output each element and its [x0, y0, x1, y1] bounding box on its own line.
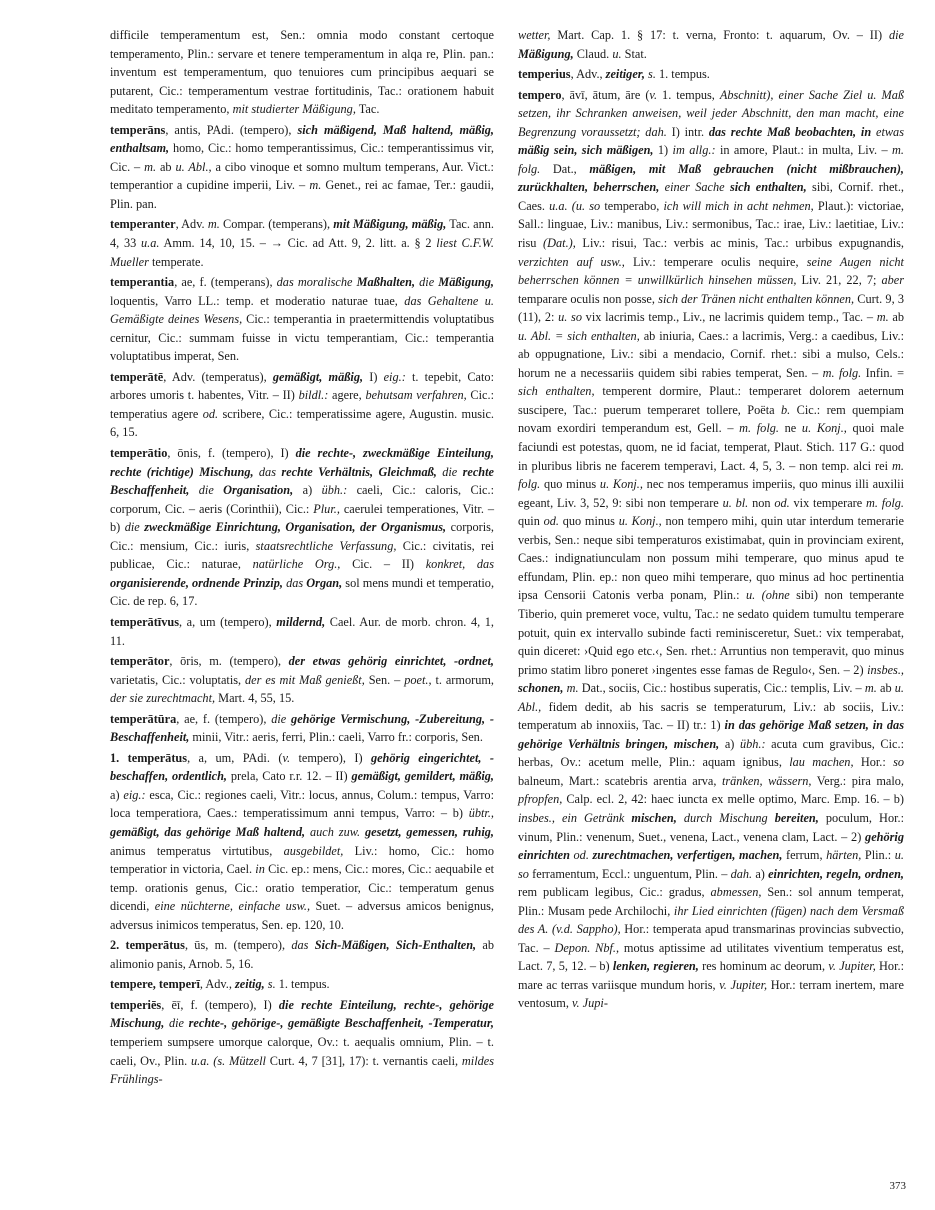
dictionary-entry: temperāns, antis, PAdi. (tempero), sich mäßigend, Maß haltend, mäßig, enthaltsam, homo, Cic.: homo temperantissimus, Cic.: temperantissimus vir, Cic. – m. ab u. Abl., a cibo vinoque et somno multum temperans, Aur. Vict.: temperantior a cupidine imperii, Liv. – m. Genet., rei ac famae, Ter.: gaudii, Plin. pan.: [110, 122, 494, 211]
left-column: [110, 26, 494, 1089]
dictionary-entry: 2. temperātus, ūs, m. (tempero), das Sich-Mäßigen, Sich-Enthalten, ab alimonio panis, Arnob. 5, 16.: [110, 938, 495, 971]
dictionary-entry: tempero, āvī, ātum, āre (v. 1. tempus, Abschnitt), einer Sache Ziel u. Maß setzen, ihr Schranken anweisen, weil jeder Abschnitt, den man macht, eine Begrenzung voraussetzt; dah. I) intr. das rechte Maß beobachten, in etwas mäßig sein, sich mäßigen, 1) im allg.: in amore, Plaut.: in multa, Liv. – m. folg. Dat., mäßigen, mit Maß gebrauchen (nicht mißbrauchen), zurückhalten, beherrschen, einer Sache sich enthalten, sibi, Cornif. rhet., Caes. u.a. (u. so temperabo, ich will mich in acht nehmen, Plaut.): victoriae, Sall.: linguae, Liv.: manibus, Liv.: sermonibus, Tac.: irae, Liv.: laetitiae, Liv.: risu (Dat.), Liv.: risui, Tac.: verbis ac minis, Tac.: urbibus expugnandis, verzichten auf usw., Liv.: temperare oculis nequire, seine Augen nicht beherrschen können = unwillkürlich hinsehen müssen, Liv. 21, 22, 7; aber temparare oculis non posse, sich der Tränen nicht enthalten können, Curt. 9, 3 (11), 2: u. so vix lacrimis temp., Liv., ne lacrimis quidem temp., Tac. – m. ab u. Abl. = sich enthalten, ab iniuria, Caes.: a lacrimis, Verg.: a caedibus, Liv.: ab oppugnatione, Liv.: sibi a mendacio, Cornif. rhet.: sibi a mulso, Cels.: horum ne a necessariis quidem sibi rabies temperat, Sen. – m. folg. Infin. = sich enthalten, temperent dormire, Plaut.: temperaret dolorem aeternum suscipere, Tac.: puerum temperaret tollere, Poëta b. Cic.: rem quempiam novam exordiri temperandum est, Gell. – m. folg. ne u. Konj., quoi male faciundi est potestas, quom, ne id faciat, temperat, Plaut. Stich. 117 G.: quod in pluribus libris ne facerem temperavi, Lact. 4, 5, 3. – non temp. alci rei m. folg. quo minus u. Konj., nec nos temperamus imperiis, quo minus illi auxilii egeant, Liv. 3, 52, 9: sibi non temperare u. bl. non od. vix temperare m. folg. quin od. quo minus u. Konj., non tempero mihi, quin utar interdum temerarie verbis, Sen.: neque sibi temperaturos existimabat, quin in provinciam exirent, Caes.: indignatiunculam non possum mihi temperare, quo minus apud te effundam, Plin. ep.: non queo mihi temperare, quo minus ad hoc pertinentia ipsa Censorii Catonis verba ponam, Plin.: u. (ohne sibi) non temperante Tiberio, quin premeret voce, vultu, Tac.: ne sedato quidem tumultu temperare potuit, quin ex intervallo subinde facti reminisceretur, Suet.: vix temperabat, quin diceret: ›Quid ego etc.‹, Sen. rhet.: Arruntius non temperavit, quo minus primo statim libro poneret ›ingentes esse famas de Regulo‹, Sen. – 2) insbes., schonen, m. Dat., sociis, Cic.: hostibus superatis, Cic.: templis, Liv. – m. ab u. Abl., fidem dedit, ab his sacris se temperaturum, Liv.: ab sociis, Liv.: temperatum ab innoxiis, Tac. – II) tr.: 1) in das gehörige Maß setzen, in das gehörige Verhältnis bringen, mischen, a) übh.: acuta cum gravibus, Cic.: herbas, Ov.: acetum melle, Plin.: aquam ignibus, lau machen, Hor.: so balneum, Mart.: scatebris arentia arva, tränken, wässern, Verg.: pira malo, pfropfen, Calp. ecl. 2, 42: haec iuncta ex melle optimo, Marc. Emp. 16. – b) insbes., ein Getränk mischen, durch Mischung bereiten, poculum, Hor.: vinum, Plin.: venenum, Suet., venena, Lact., venena clam, Lact. – 2) gehörig einrichten od. zurechtmachen, verfertigen, machen, ferrum, härten, Plin.: u. so ferramentum, Eccl.: unguentum, Plin. – dah. a) einrichten, regeln, ordnen, rem publicam legibus, Cic.: gradus, abmessen, Sen.: sol annum temperat, Plin.: Musam pede Archilochi, ihr Lied einrichten (fügen) nach dem Versmaß des A. (v.d. Sappho), Hor.: temperata apud transmarinas provincias subvectio, Tac. – Depon. Nbf., motus aptissime ad utilitates viventium temperatus est, Lact. 7, 5, 12. – b) lenken, regieren, res hominum ac deorum, v. Jupiter, Hor.: mare ac terras variisque mundum horis, v. Jupiter, Hor.: terram inertem, mare ventosum, v. Jupi-: [518, 87, 905, 1011]
dictionary-entry: 1. temperātus, a, um, PAdi. (v. tempero), I) gehörig eingerichtet, -beschaffen, ordentlich, prela, Cato r.r. 12. – II) gemäßigt, gemildert, mäßig, a) eig.: esca, Cic.: regiones caeli, Vitr.: locus, annus, Colum.: tempus, Varro: loca temperatiora, Caes.: temperatissimum anni tempus, Varro: – b) übtr., gemäßigt, das gehörige Maß haltend, auch zuw. gesetzt, gemessen, ruhig, animus temperatus virtutibus, ausgebildet, Liv.: homo, Cic.: homo temperatior in victoria, Cael. in Cic. ep.: mens, Cic.: mores, Cic.: aequabile et temp. orationis genus, Cic.: oratio temperatior, Cic.: temperatum genus dicendi, eine nüchterne, einfache usw., Suet. – adversus amicos benignus, adversus inimicos temperatus, Sen. ep. 120, 10.: [110, 750, 495, 932]
dictionary-entry: wetter, Mart. Cap. 1. § 17: t. verna, Fronto: t. aquarum, Ov. – II) die Mäßigung, Claud. u. Stat.: [518, 28, 904, 61]
dictionary-entry: temperiēs, ēī, f. (tempero), I) die rechte Einteilung, rechte-, gehörige Mischung, die rechte-, gehörige-, gemäßigte Beschaffenheit, -Temperatur, temperiem sumpsere umorque calorque, Ov.: t. aequalis omnium, Plin. – t. caeli, Ov., Plin. u.a. (s. Mützell Curt. 4, 7 [31], 17): t. vernantis caeli, mildes Frühlings-: [110, 997, 494, 1087]
dictionary-entry: temperātūra, ae, f. (tempero), die gehörige Vermischung, -Zubereitung, -Beschaffenheit, minii, Vitr.: aeris, ferri, Plin.: caeli, Varro fr.: corporis, Sen.: [110, 711, 494, 745]
page-number: 373: [889, 1180, 906, 1192]
dictionary-entry: temperātor, ōris, m. (tempero), der etwas gehörig einrichtet, -ordnet, varietatis, Cic.: voluptatis, der es mit Maß genießt, Sen. – poet., t. armorum, der sie zurechtmacht, Mart. 4, 55, 15.: [110, 654, 494, 706]
dictionary-entry: temperantia, ae, f. (temperans), das moralische Maßhalten, die Mäßigung, loquentis, Varro LL.: temp. et moderatio naturae tuae, das Gehaltene u. Gemäßigte deines Wesens, Cic.: temperantia in praetermittendis voluptatibus cernitur, Cic.: summam fuisse in victu temperantiam, Cic.: temperantia voluptatibus imperat, Sen.: [110, 275, 495, 364]
dictionary-entry: tempere, temperī, Adv., zeitig, s. 1. tempus.: [110, 977, 330, 992]
right-column: [518, 26, 904, 1013]
dictionary-entry: temperius, Adv., zeitiger, s. 1. tempus.: [518, 67, 710, 82]
dictionary-entry: temperātīvus, a, um (tempero), mildernd, Cael. Aur. de morb. chron. 4, 1, 11.: [110, 614, 495, 648]
dictionary-entry: temperanter, Adv. m. Compar. (temperans), mit Mäßigung, mäßig, Tac. ann. 4, 33 u.a. Amm. 14, 10, 15. – → Cic. ad Att. 9, 2. litt. a. § 2 liest C.F.W. Mueller temperate.: [110, 217, 494, 269]
dictionary-entry: temperātio, ōnis, f. (tempero), I) die rechte-, zweckmäßige Einteilung, rechte (richtige) Mischung, das rechte Verhältnis, Gleichmaß, die rechte Beschaffenheit, die Organisation, a) übh.: caeli, Cic.: caloris, Cic.: corporum, Cic. – aeris (Corinthii), Cic.: Plur., caerulei temperationes, Vitr. – b) die zweckmäßige Einrichtung, Organisation, der Organismus, corporis, Cic.: mensium, Cic.: iuris, staatsrechtliche Verfassung, Cic.: civitatis, rei publicae, Cic.: naturae, natürliche Org., Cic. – II) konkret, das organisierende, ordnende Prinzip, das Organ, sol mens mundi et temperatio, Cic. de rep. 6, 17.: [110, 446, 495, 609]
dictionary-entry: temperātē, Adv. (temperatus), gemäßigt, mäßig, I) eig.: t. tepebit, Cato: arbores umoris t. habentes, Vitr. – II) bildl.: agere, behutsam verfahren, Cic.: temperatius agere od. scribere, Cic.: temperatissime agere, Augustin. music. 6, 15.: [110, 369, 494, 440]
dictionary-entry: difficile temperamentum est, Sen.: omnia modo constant certoque temperamento, Plin.: servare et tenere temperamentum in alqa re, Plin. pan.: inventum est temperamentum, quo tenuiores cum principibus aequari se putarent, Cic.: temperamentum vestrae fortitudinis, Tac.: orationem habuit meditato temperamento, mit studierter Mäßigung, Tac.: [110, 28, 494, 117]
